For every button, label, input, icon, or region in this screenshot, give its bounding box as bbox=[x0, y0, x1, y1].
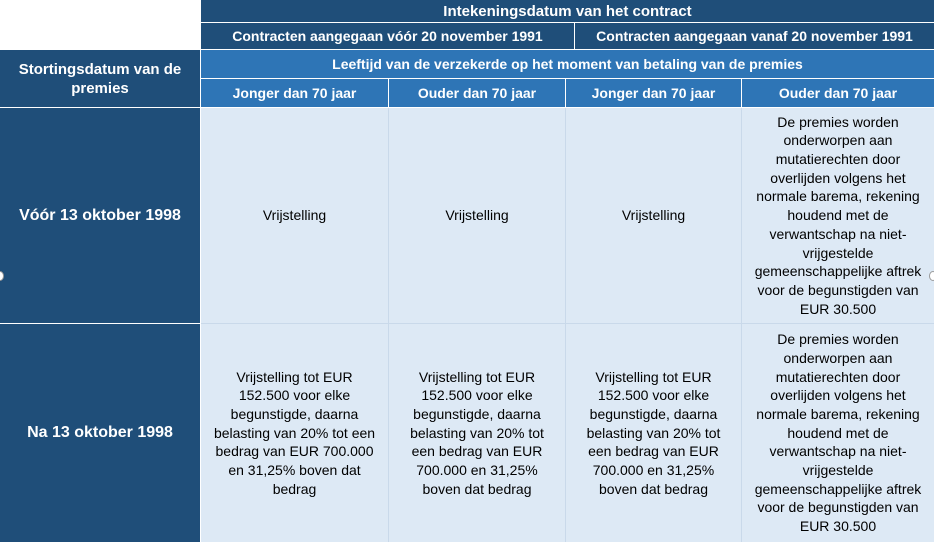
deposit-date-header bbox=[0, 50, 201, 108]
table-cell bbox=[201, 324, 389, 542]
cell-text: Vrijstelling bbox=[445, 207, 509, 224]
age-column-header bbox=[742, 79, 934, 108]
age-column-header bbox=[389, 79, 566, 108]
age-header bbox=[201, 50, 934, 79]
contract-before-header bbox=[201, 23, 575, 50]
table-cell bbox=[566, 108, 742, 324]
contract-after-header bbox=[575, 23, 934, 50]
table-cell bbox=[389, 324, 566, 542]
age-column-header bbox=[201, 79, 389, 108]
contract-date-header bbox=[201, 0, 934, 23]
resize-handle-right[interactable] bbox=[929, 271, 934, 281]
contract-before-label: Contracten aangegaan vóór 20 november 1991 bbox=[232, 28, 543, 44]
age-column-label: Jonger dan 70 jaar bbox=[591, 85, 716, 101]
table-cell bbox=[742, 324, 934, 542]
age-column-header bbox=[566, 79, 742, 108]
row-label-text: Na 13 oktober 1998 bbox=[27, 424, 173, 441]
table-cell bbox=[742, 108, 934, 324]
row-label-text: Vóór 13 oktober 1998 bbox=[19, 206, 181, 224]
cell-text: De premies worden onderworpen aan mutatierechten door overlijden volgens het normale barema, rekening houdend met de verwantschap na niet-vrijgestelde gemeenschappelijke aftrek voor de begunstigden van EUR 30.500 bbox=[754, 113, 922, 317]
row-label-after bbox=[0, 324, 201, 542]
cell-text: De premies worden onderworpen aan mutatierechten door overlijden volgens het normale barema, rekening houdend met de verwantschap na niet-vrijgestelde gemeenschappelijke aftrek voor de begunstigden van EUR 30.500 bbox=[754, 331, 922, 535]
table-cell bbox=[201, 108, 389, 324]
row-label-before bbox=[0, 108, 201, 324]
table-cell bbox=[566, 324, 742, 542]
cell-text: Vrijstelling tot EUR 152.500 voor elke begunstigde, daarna belasting van 20% tot een bedrag van EUR 700.000 en 31,25% boven dat bedrag bbox=[410, 368, 544, 497]
deposit-date-label: Stortingsdatum van de premies bbox=[18, 60, 182, 97]
contract-after-label: Contracten aangegaan vanaf 20 november 1991 bbox=[596, 28, 913, 44]
age-column-label: Ouder dan 70 jaar bbox=[778, 85, 898, 101]
table-cell bbox=[389, 108, 566, 324]
age-column-label: Ouder dan 70 jaar bbox=[417, 85, 537, 101]
contract-date-header-label: Intekeningsdatum van het contract bbox=[443, 2, 692, 20]
age-header-label: Leeftijd van de verzekerde op het moment van betaling van de premies bbox=[332, 56, 803, 72]
cell-text: Vrijstelling tot EUR 152.500 voor elke begunstigde, daarna belasting van 20% tot een bedrag van EUR 700.000 en 31,25% boven dat bedrag bbox=[586, 368, 721, 497]
age-column-label: Jonger dan 70 jaar bbox=[232, 85, 357, 101]
cell-text: Vrijstelling bbox=[262, 207, 327, 224]
cell-text: Vrijstelling tot EUR 152.500 voor elke begunstigde, daarna belasting van 20% tot een bedrag van EUR 700.000 en 31,25% boven dat bedrag bbox=[213, 368, 376, 497]
cell-text: Vrijstelling bbox=[621, 207, 686, 224]
